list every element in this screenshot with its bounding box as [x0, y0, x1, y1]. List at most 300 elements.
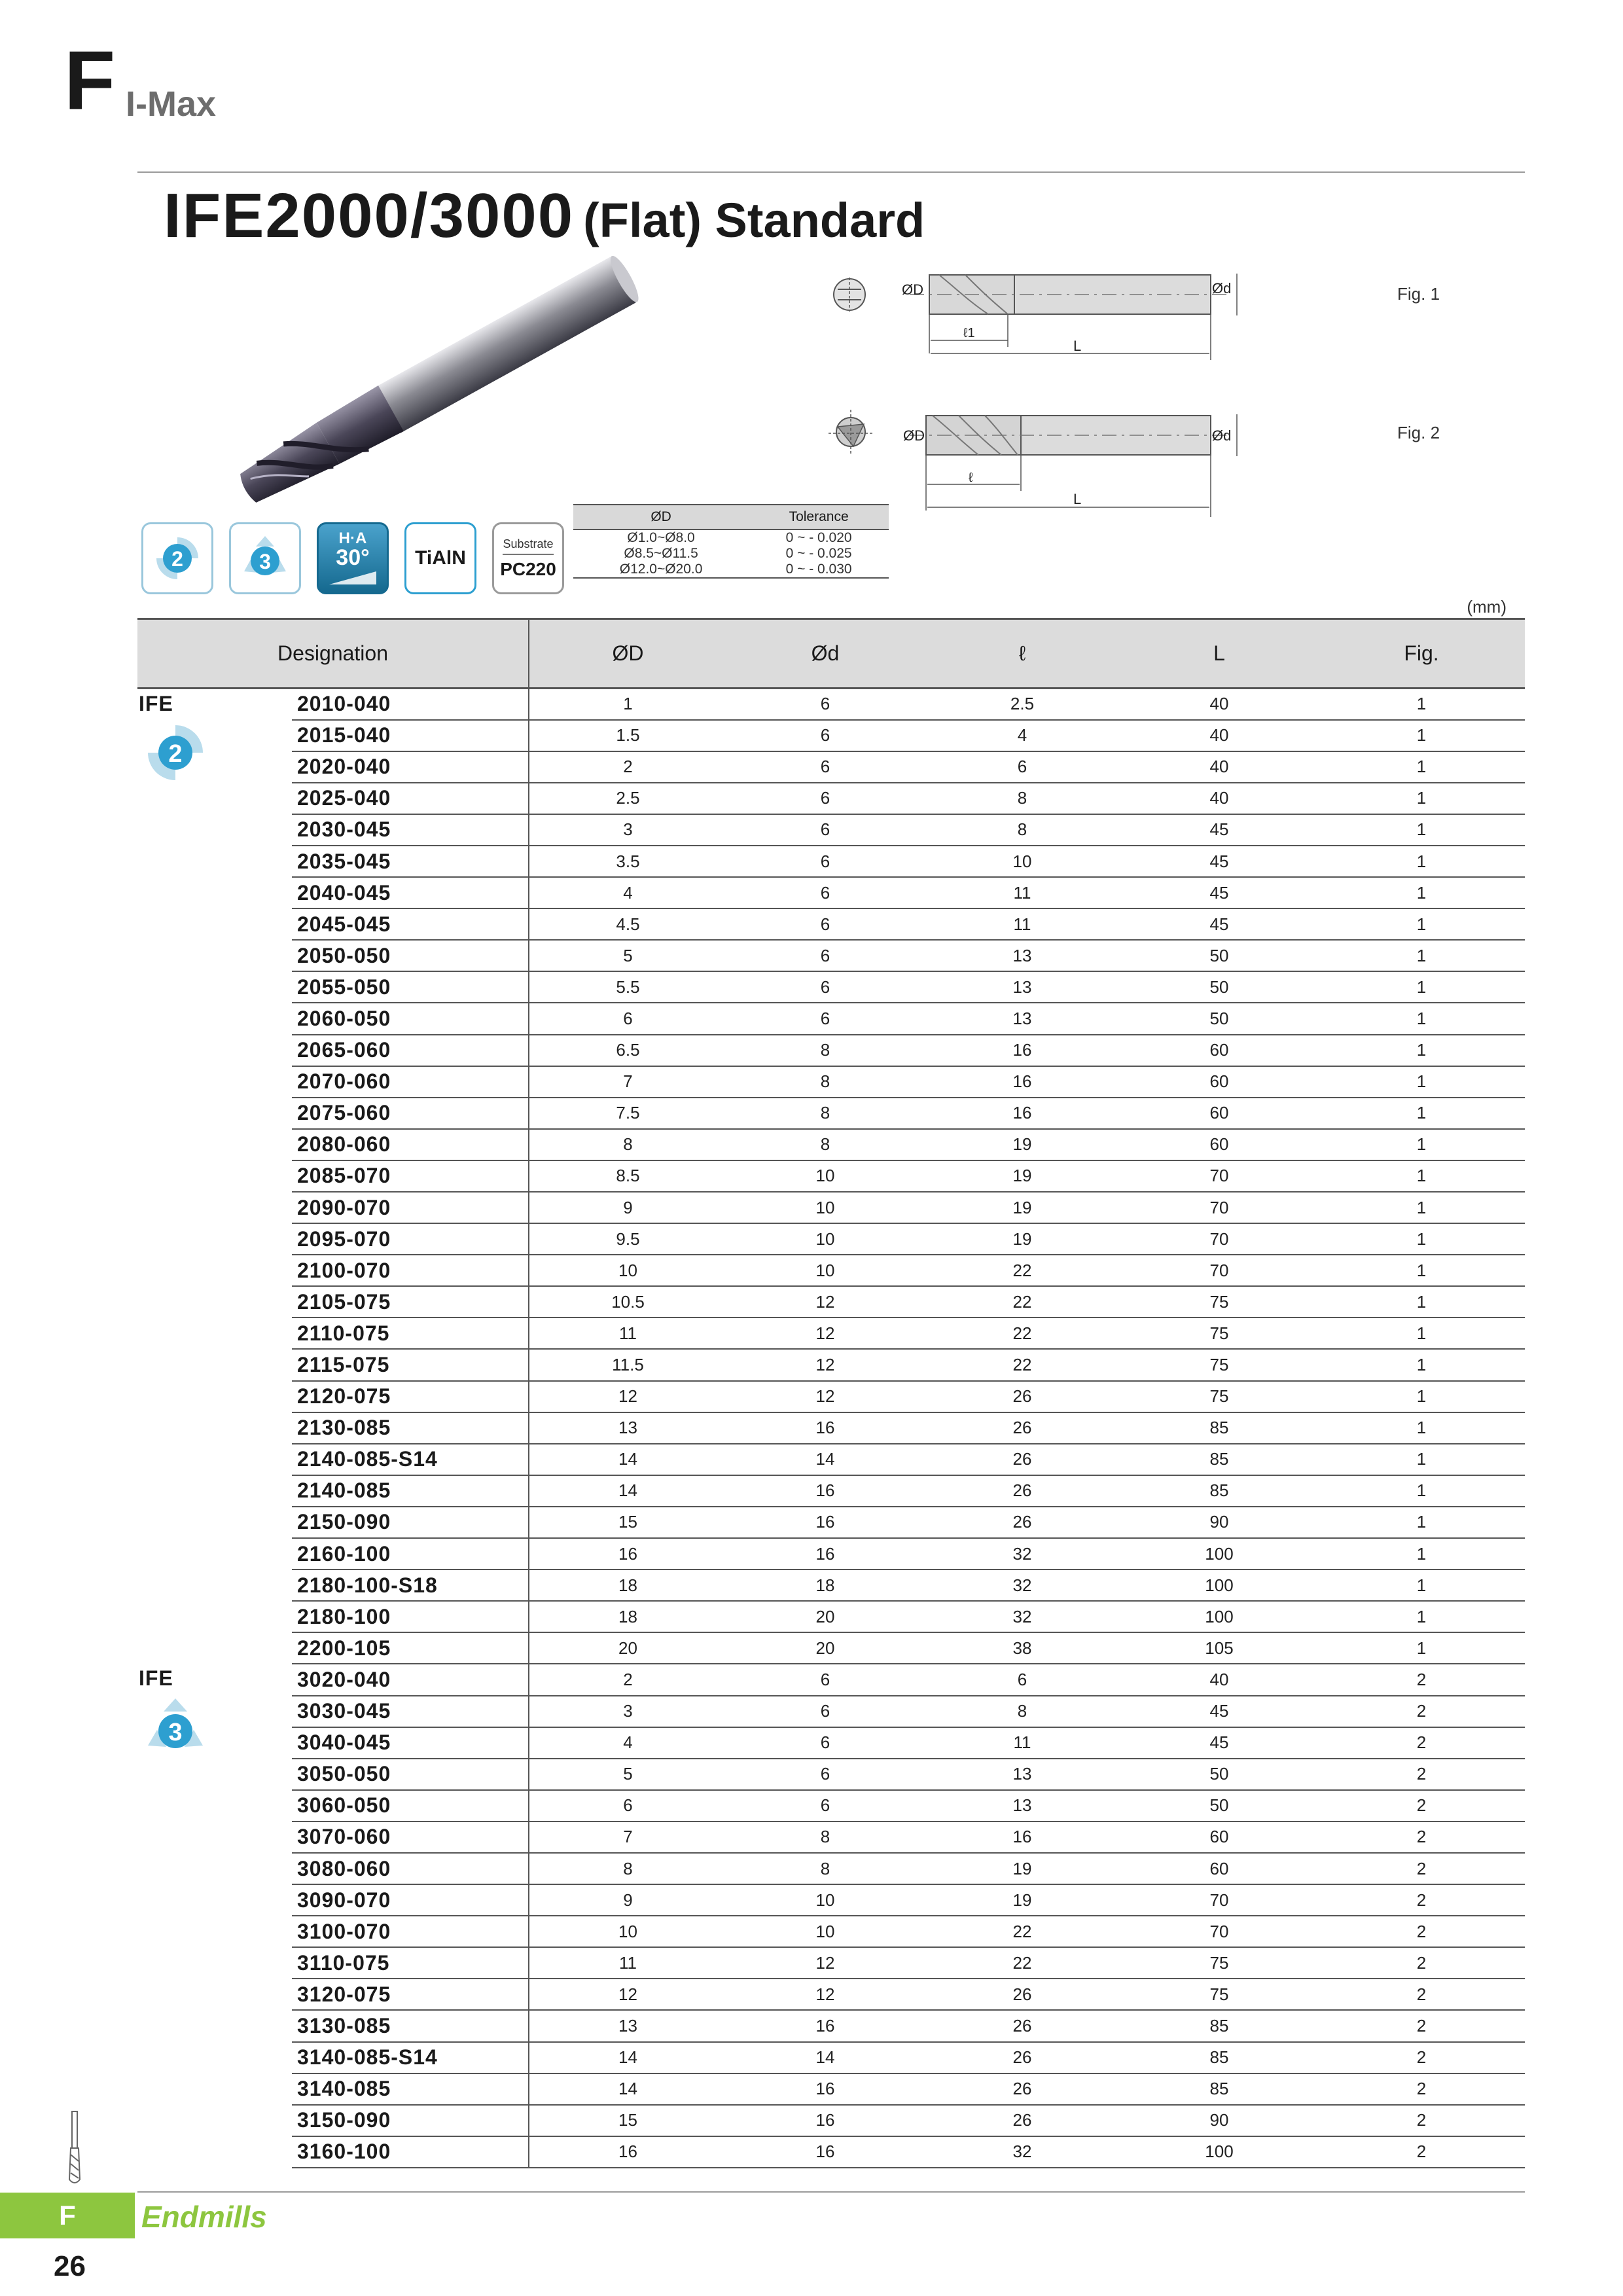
designation-code: 2045-045: [292, 908, 529, 940]
cell-flute-length: 13: [924, 940, 1120, 971]
table-row: [137, 783, 1525, 814]
cell-shank-d: 12: [726, 1318, 924, 1349]
header-designation: Designation: [137, 619, 529, 689]
cell-fig: 1: [1318, 1098, 1525, 1129]
cell-od: 6: [529, 1003, 726, 1034]
designation-code: 3120-075: [292, 1979, 529, 2010]
designation-code: 3040-045: [292, 1727, 529, 1759]
cell-overall-length: 40: [1120, 783, 1318, 814]
product-table: [137, 618, 1525, 2168]
cell-overall-length: 75: [1120, 1286, 1318, 1318]
cell-fig: 1: [1318, 814, 1525, 846]
cell-od: 10: [529, 1255, 726, 1286]
cell-flute-length: 8: [924, 783, 1120, 814]
designation-code: 2075-060: [292, 1098, 529, 1129]
tolerance-value: 0 ~ - 0.020: [785, 530, 852, 545]
cell-fig: 2: [1318, 1790, 1525, 1821]
cell-shank-d: 16: [726, 2136, 924, 2168]
header-divider: [137, 171, 1525, 173]
table-row: [137, 1444, 1525, 1475]
cell-flute-length: 32: [924, 2136, 1120, 2168]
cell-flute-length: 26: [924, 2042, 1120, 2073]
cell-fig: 2: [1318, 2042, 1525, 2073]
cell-flute-length: 13: [924, 971, 1120, 1003]
cell-flute-length: 19: [924, 1192, 1120, 1223]
cell-shank-d: 6: [726, 908, 924, 940]
designation-code: 2010-040: [292, 689, 529, 720]
cell-fig: 1: [1318, 1318, 1525, 1349]
tol-header-tolerance: Tolerance: [749, 505, 889, 529]
cell-overall-length: 60: [1120, 1129, 1318, 1160]
cell-shank-d: 6: [726, 814, 924, 846]
tolerance-range: Ø8.5~Ø11.5: [624, 546, 698, 561]
cell-flute-length: 6: [924, 751, 1120, 783]
designation-code: 3140-085-S14: [292, 2042, 529, 2073]
footer-divider: [137, 2191, 1525, 2193]
tolerance-row: [573, 529, 889, 546]
cell-flute-length: 11: [924, 877, 1120, 908]
endmill-photo: [236, 255, 681, 504]
cell-fig: 1: [1318, 1570, 1525, 1601]
cell-od: 7: [529, 1821, 726, 1853]
cell-fig: 1: [1318, 1349, 1525, 1380]
cell-shank-d: 8: [726, 1853, 924, 1884]
cell-od: 8: [529, 1853, 726, 1884]
designation-code: 2020-040: [292, 751, 529, 783]
table-row: [137, 1349, 1525, 1380]
cell-od: 15: [529, 2105, 726, 2136]
table-row: [137, 971, 1525, 1003]
cell-od: 10.5: [529, 1286, 726, 1318]
cell-shank-d: 10: [726, 1255, 924, 1286]
cell-flute-length: 26: [924, 1475, 1120, 1507]
table-row: [137, 1066, 1525, 1098]
tolerance-row: [573, 546, 889, 562]
table-row: [137, 751, 1525, 783]
cell-shank-d: 6: [726, 1759, 924, 1790]
series-label: IFE: [139, 692, 173, 715]
cell-fig: 2: [1318, 1916, 1525, 1947]
cell-flute-length: 11: [924, 908, 1120, 940]
designation-code: 2180-100-S18: [292, 1570, 529, 1601]
two-flute-number: 2: [171, 547, 183, 571]
cell-od: 4: [529, 877, 726, 908]
cell-od: 1.5: [529, 720, 726, 751]
table-row: [137, 1412, 1525, 1444]
fig2-L-label: L: [1073, 491, 1082, 507]
cell-shank-d: 8: [726, 1098, 924, 1129]
cell-overall-length: 45: [1120, 814, 1318, 846]
cell-overall-length: 70: [1120, 1160, 1318, 1192]
fig2-odd-label: Ød: [1212, 427, 1232, 444]
cell-od: 2: [529, 751, 726, 783]
cell-fig: 2: [1318, 1853, 1525, 1884]
designation-code: 2140-085-S14: [292, 1444, 529, 1475]
designation-code: 2060-050: [292, 1003, 529, 1034]
cell-flute-length: 26: [924, 1412, 1120, 1444]
cell-shank-d: 10: [726, 1160, 924, 1192]
helix-angle-value: 30°: [336, 545, 370, 570]
section-letter: F: [64, 34, 116, 128]
cell-overall-length: 75: [1120, 1318, 1318, 1349]
cell-od: 13: [529, 2010, 726, 2041]
table-row: [137, 1759, 1525, 1790]
tol-header-od: ØD: [573, 505, 749, 529]
fig1-label: Fig. 1: [1397, 284, 1440, 304]
cell-overall-length: 45: [1120, 846, 1318, 877]
table-row: [137, 1286, 1525, 1318]
cell-fig: 1: [1318, 1444, 1525, 1475]
three-flute-icon: [144, 1696, 207, 1759]
cell-flute-length: 26: [924, 1507, 1120, 1538]
cell-fig: 1: [1318, 1601, 1525, 1632]
cell-shank-d: 6: [726, 720, 924, 751]
header-fig: Fig.: [1318, 619, 1525, 689]
designation-code: 3070-060: [292, 1821, 529, 1853]
cell-shank-d: 12: [726, 1381, 924, 1412]
cell-fig: 2: [1318, 1821, 1525, 1853]
cell-od: 14: [529, 1475, 726, 1507]
table-row: [137, 1223, 1525, 1255]
cell-flute-length: 32: [924, 1601, 1120, 1632]
cell-shank-d: 16: [726, 1538, 924, 1570]
cell-overall-length: 40: [1120, 751, 1318, 783]
designation-code: 2110-075: [292, 1318, 529, 1349]
cell-od: 15: [529, 1507, 726, 1538]
cell-shank-d: 8: [726, 1035, 924, 1066]
cell-shank-d: 16: [726, 1475, 924, 1507]
cell-od: 9: [529, 1192, 726, 1223]
cell-flute-length: 2.5: [924, 689, 1120, 720]
cell-od: 3: [529, 814, 726, 846]
cell-fig: 1: [1318, 1066, 1525, 1098]
cell-od: 12: [529, 1979, 726, 2010]
designation-code: 3140-085: [292, 2073, 529, 2105]
three-flute-number: 3: [259, 550, 271, 573]
section-name: I-Max: [126, 84, 217, 124]
cell-shank-d: 12: [726, 1349, 924, 1380]
cell-overall-length: 105: [1120, 1632, 1318, 1664]
cell-shank-d: 16: [726, 1412, 924, 1444]
cell-shank-d: 10: [726, 1192, 924, 1223]
designation-code: 2140-085: [292, 1475, 529, 1507]
cell-fig: 1: [1318, 720, 1525, 751]
table-row: [137, 2136, 1525, 2168]
cell-overall-length: 60: [1120, 1821, 1318, 1853]
header-shank-d: Ød: [726, 619, 924, 689]
table-row: [137, 1192, 1525, 1223]
table-row: [137, 1884, 1525, 1916]
designation-code: 2180-100: [292, 1601, 529, 1632]
cell-overall-length: 50: [1120, 971, 1318, 1003]
table-row: [137, 1821, 1525, 1853]
fig2-od-label: ØD: [903, 427, 925, 444]
table-row: [137, 1098, 1525, 1129]
designation-code: 3080-060: [292, 1853, 529, 1884]
fig2-l-label: ℓ: [969, 471, 973, 485]
cell-od: 6: [529, 1790, 726, 1821]
table-row: [137, 1003, 1525, 1034]
substrate-icon: [492, 522, 564, 594]
table-row: [137, 1664, 1525, 1695]
cell-shank-d: 20: [726, 1601, 924, 1632]
cell-overall-length: 70: [1120, 1916, 1318, 1947]
cell-flute-length: 19: [924, 1223, 1120, 1255]
cell-overall-length: 60: [1120, 1098, 1318, 1129]
table-row: [137, 1507, 1525, 1538]
designation-code: 2030-045: [292, 814, 529, 846]
cell-shank-d: 6: [726, 783, 924, 814]
cell-shank-d: 6: [726, 689, 924, 720]
cell-shank-d: 12: [726, 1947, 924, 1979]
table-row: [137, 846, 1525, 877]
category-label: Endmills: [141, 2200, 267, 2234]
cell-flute-length: 22: [924, 1349, 1120, 1380]
cell-overall-length: 90: [1120, 2105, 1318, 2136]
cell-overall-length: 85: [1120, 1412, 1318, 1444]
cell-od: 11.5: [529, 1349, 726, 1380]
cell-overall-length: 40: [1120, 689, 1318, 720]
table-row: [137, 1475, 1525, 1507]
cell-fig: 2: [1318, 2105, 1525, 2136]
substrate-label: Substrate: [503, 537, 553, 555]
cell-fig: 2: [1318, 1664, 1525, 1695]
table-row: [137, 1947, 1525, 1979]
designation-code: 2015-040: [292, 720, 529, 751]
fig1-L-label: L: [1073, 338, 1082, 354]
cell-overall-length: 75: [1120, 1381, 1318, 1412]
cell-flute-length: 26: [924, 1444, 1120, 1475]
cell-flute-length: 16: [924, 1821, 1120, 1853]
cell-od: 5.5: [529, 971, 726, 1003]
cell-overall-length: 40: [1120, 1664, 1318, 1695]
cell-overall-length: 70: [1120, 1255, 1318, 1286]
cell-overall-length: 100: [1120, 1538, 1318, 1570]
cell-shank-d: 6: [726, 1696, 924, 1727]
cell-fig: 1: [1318, 783, 1525, 814]
cell-fig: 1: [1318, 877, 1525, 908]
cell-overall-length: 50: [1120, 1003, 1318, 1034]
cell-flute-length: 16: [924, 1098, 1120, 1129]
cell-overall-length: 70: [1120, 1192, 1318, 1223]
cell-flute-length: 26: [924, 2073, 1120, 2105]
header-overall-length: L: [1120, 619, 1318, 689]
cell-fig: 2: [1318, 1947, 1525, 1979]
table-row: [137, 940, 1525, 971]
table-row: [137, 1160, 1525, 1192]
endmill-side-icon: [56, 2109, 93, 2187]
feature-icons: [141, 522, 564, 596]
designation-code: 2035-045: [292, 846, 529, 877]
cell-flute-length: 26: [924, 2105, 1120, 2136]
designation-code: 2025-040: [292, 783, 529, 814]
title-main: IFE2000/3000: [164, 181, 575, 251]
cell-fig: 1: [1318, 1192, 1525, 1223]
cell-overall-length: 100: [1120, 1570, 1318, 1601]
cell-overall-length: 60: [1120, 1066, 1318, 1098]
designation-code: 3150-090: [292, 2105, 529, 2136]
page-number: 26: [54, 2250, 86, 2282]
cell-fig: 1: [1318, 689, 1525, 720]
cell-flute-length: 13: [924, 1003, 1120, 1034]
designation-code: 3030-045: [292, 1696, 529, 1727]
cell-flute-length: 32: [924, 1570, 1120, 1601]
table-row: [137, 1035, 1525, 1066]
cell-shank-d: 12: [726, 1286, 924, 1318]
cell-shank-d: 10: [726, 1223, 924, 1255]
fig2-drawing: [829, 410, 1440, 517]
fig1-od-label: ØD: [902, 281, 923, 298]
designation-code: 2120-075: [292, 1381, 529, 1412]
tolerance-range: Ø1.0~Ø8.0: [627, 530, 695, 545]
table-row: [137, 908, 1525, 940]
designation-code: 2055-050: [292, 971, 529, 1003]
table-row: [137, 1853, 1525, 1884]
cell-overall-length: 50: [1120, 1759, 1318, 1790]
cell-od: 2.5: [529, 783, 726, 814]
cell-od: 5: [529, 1759, 726, 1790]
flute-count: 3: [168, 1719, 183, 1747]
cell-shank-d: 6: [726, 1003, 924, 1034]
cell-od: 7.5: [529, 1098, 726, 1129]
cell-flute-length: 19: [924, 1160, 1120, 1192]
cell-overall-length: 85: [1120, 1475, 1318, 1507]
designation-code: 2150-090: [292, 1507, 529, 1538]
cell-overall-length: 60: [1120, 1035, 1318, 1066]
table-row: [137, 1632, 1525, 1664]
cell-od: 9.5: [529, 1223, 726, 1255]
cell-flute-length: 32: [924, 1538, 1120, 1570]
cell-flute-length: 13: [924, 1790, 1120, 1821]
page-title: [164, 181, 925, 251]
cell-overall-length: 85: [1120, 2010, 1318, 2041]
designation-code: 2065-060: [292, 1035, 529, 1066]
cell-od: 8: [529, 1129, 726, 1160]
cell-fig: 1: [1318, 1003, 1525, 1034]
cell-flute-length: 19: [924, 1853, 1120, 1884]
cell-od: 18: [529, 1601, 726, 1632]
cell-shank-d: 16: [726, 2010, 924, 2041]
cell-od: 5: [529, 940, 726, 971]
cell-overall-length: 100: [1120, 1601, 1318, 1632]
table-row: [137, 2105, 1525, 2136]
cell-od: 20: [529, 1632, 726, 1664]
cell-fig: 2: [1318, 2010, 1525, 2041]
designation-code: 2080-060: [292, 1129, 529, 1160]
cell-shank-d: 10: [726, 1884, 924, 1916]
cell-flute-length: 22: [924, 1318, 1120, 1349]
table-row: [137, 2042, 1525, 2073]
cell-fig: 1: [1318, 846, 1525, 877]
helix-angle-icon: [317, 522, 389, 594]
cell-flute-length: 6: [924, 1664, 1120, 1695]
cell-shank-d: 6: [726, 846, 924, 877]
header-od: ØD: [529, 619, 726, 689]
table-row: [137, 2073, 1525, 2105]
cell-shank-d: 20: [726, 1632, 924, 1664]
fig2-label: Fig. 2: [1397, 423, 1440, 442]
cell-od: 3.5: [529, 846, 726, 877]
cell-shank-d: 6: [726, 1664, 924, 1695]
cell-fig: 1: [1318, 1255, 1525, 1286]
cell-shank-d: 14: [726, 2042, 924, 2073]
designation-code: 3090-070: [292, 1884, 529, 1916]
cell-shank-d: 6: [726, 751, 924, 783]
cell-fig: 2: [1318, 2073, 1525, 2105]
cell-shank-d: 6: [726, 877, 924, 908]
cell-fig: 2: [1318, 1759, 1525, 1790]
two-flute-icon: [144, 721, 207, 784]
table-row: [137, 814, 1525, 846]
fig1-drawing: [834, 274, 1440, 360]
designation-code: 2050-050: [292, 940, 529, 971]
cell-shank-d: 12: [726, 1979, 924, 2010]
table-row: [137, 1570, 1525, 1601]
cell-overall-length: 75: [1120, 1979, 1318, 2010]
cell-shank-d: 6: [726, 1727, 924, 1759]
cell-od: 11: [529, 1947, 726, 1979]
cell-flute-length: 38: [924, 1632, 1120, 1664]
designation-code: 3060-050: [292, 1790, 529, 1821]
tolerance-range: Ø12.0~Ø20.0: [573, 562, 749, 578]
cell-od: 14: [529, 1444, 726, 1475]
cell-od: 16: [529, 1538, 726, 1570]
cell-fig: 1: [1318, 1412, 1525, 1444]
cell-fig: 1: [1318, 1538, 1525, 1570]
cell-overall-length: 85: [1120, 2073, 1318, 2105]
cell-flute-length: 19: [924, 1129, 1120, 1160]
section-tab: F: [0, 2193, 135, 2238]
cell-fig: 1: [1318, 1160, 1525, 1192]
cell-od: 11: [529, 1318, 726, 1349]
cell-od: 9: [529, 1884, 726, 1916]
cell-shank-d: 6: [726, 940, 924, 971]
two-flute-icon: [141, 522, 213, 594]
table-row: [137, 1538, 1525, 1570]
cell-shank-d: 16: [726, 1507, 924, 1538]
cell-flute-length: 22: [924, 1286, 1120, 1318]
cell-flute-length: 11: [924, 1727, 1120, 1759]
cell-overall-length: 50: [1120, 1790, 1318, 1821]
cell-overall-length: 85: [1120, 1444, 1318, 1475]
cell-flute-length: 26: [924, 1381, 1120, 1412]
cell-od: 10: [529, 1916, 726, 1947]
table-row: [137, 1790, 1525, 1821]
table-row: [137, 1601, 1525, 1632]
cell-flute-length: 16: [924, 1066, 1120, 1098]
fig1-l1-label: ℓ1: [963, 326, 975, 340]
table-row: [137, 877, 1525, 908]
cell-flute-length: 22: [924, 1947, 1120, 1979]
cell-flute-length: 26: [924, 1979, 1120, 2010]
cell-fig: 2: [1318, 1696, 1525, 1727]
cell-od: 18: [529, 1570, 726, 1601]
designation-code: 2090-070: [292, 1192, 529, 1223]
cell-shank-d: 6: [726, 971, 924, 1003]
cell-fig: 2: [1318, 1884, 1525, 1916]
cell-fig: 1: [1318, 940, 1525, 971]
cell-flute-length: 13: [924, 1759, 1120, 1790]
cell-overall-length: 40: [1120, 720, 1318, 751]
designation-code: 2200-105: [292, 1632, 529, 1664]
cell-fig: 1: [1318, 971, 1525, 1003]
cell-flute-length: 22: [924, 1255, 1120, 1286]
cell-fig: 1: [1318, 1286, 1525, 1318]
dimension-drawings: [812, 255, 1466, 530]
cell-fig: 1: [1318, 1129, 1525, 1160]
table-row: [137, 1727, 1525, 1759]
cell-od: 2: [529, 1664, 726, 1695]
